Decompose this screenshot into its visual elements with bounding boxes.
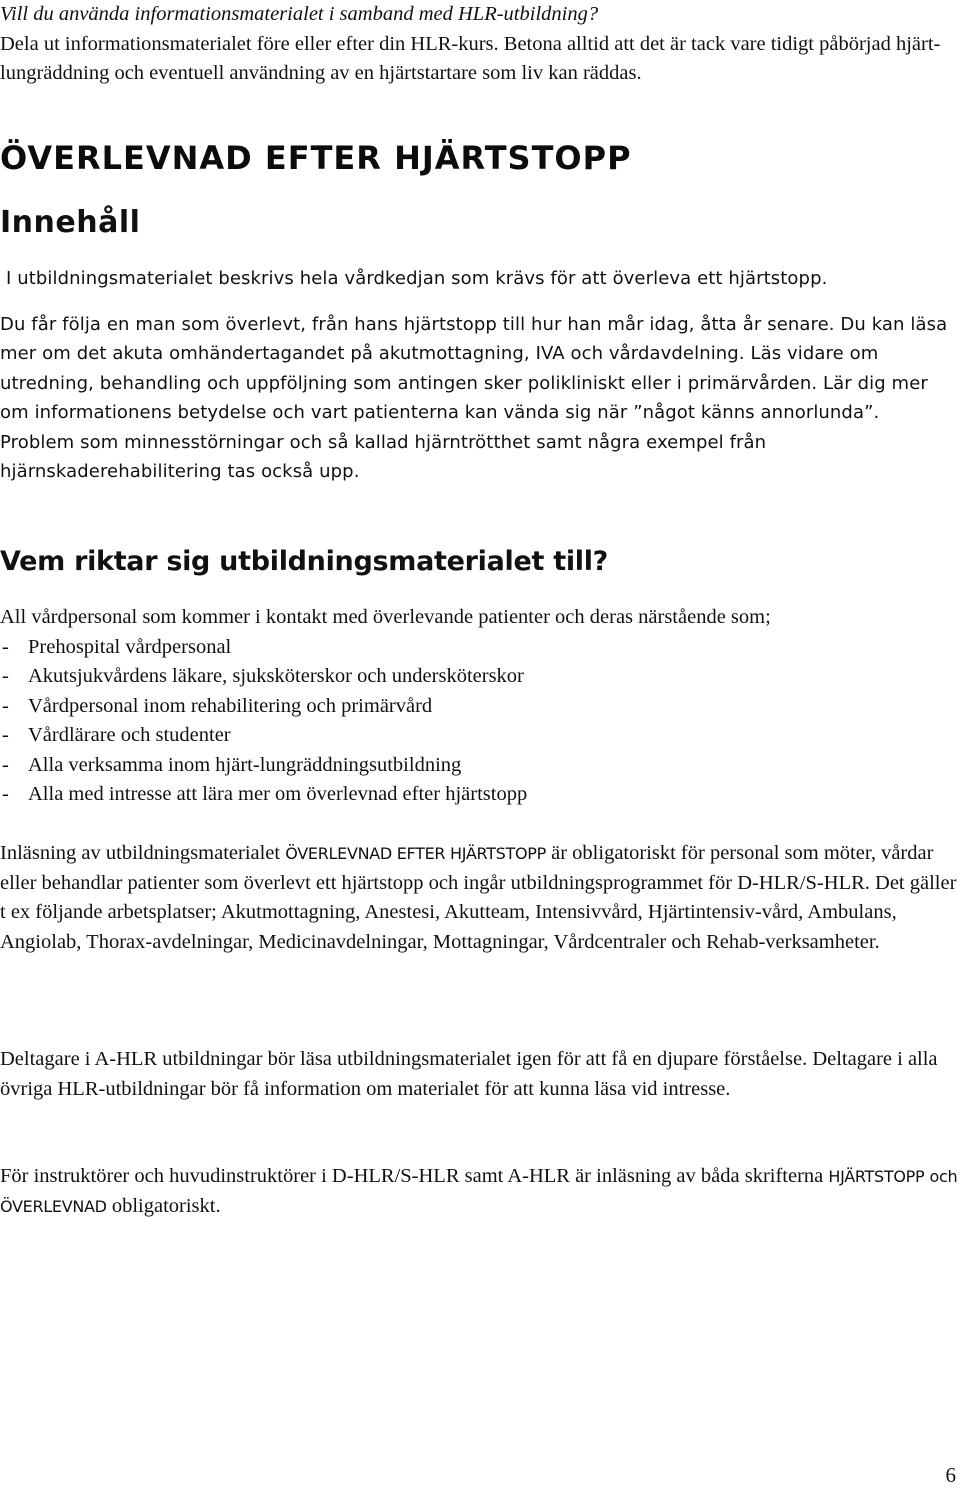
audience-section	[0, 603, 958, 810]
contents-paragraph-1: I utbildningsmaterialet beskrivs hela vårdkedjan som krävs för att överleva ett hjärtstopp.	[6, 268, 828, 289]
contents-body	[0, 264, 958, 487]
list-item: - Prehospital vårdpersonal	[0, 633, 958, 663]
list-item: - Vårdpersonal inom rehabilitering och primärvård	[0, 692, 958, 722]
page-number: 6	[945, 1463, 956, 1487]
main-title-text: ÖVERLEVNAD EFTER HJÄRTSTOPP	[0, 139, 632, 177]
list-item: - Akutsjukvårdens läkare, sjuksköterskor och undersköterskor	[0, 662, 958, 692]
audience-heading	[0, 542, 958, 582]
list-item: - Alla med intresse att lära mer om överlevnad efter hjärtstopp	[0, 780, 958, 810]
instructors-and: och	[929, 1167, 958, 1186]
list-item: - Alla verksamma inom hjärt-lungräddningsutbildning	[0, 751, 958, 781]
main-title	[0, 138, 958, 178]
reading-after: är obligatoriskt för personal som möter, vårdar eller behandlar patienter som överlevt ett hjärtstopp och ingår utbildningsprogrammet för D-HLR/S-HLR. Det gäller t ex följande arbetsplatser; Akutmottagning, Anestesi, Akutteam, Intensivvård, Hjärtintensiv-vård, Ambulans, Angiolab, Thorax-avdelningar, Medicinavdelningar, Mottagningar, Vårdcentraler och Rehab-verksamheter.	[0, 842, 957, 953]
instructors-section	[0, 1162, 958, 1221]
audience-heading-text: Vem riktar sig utbildningsmaterialet till?	[0, 546, 609, 577]
instructors-after: obligatoriskt.	[111, 1194, 221, 1217]
contents-heading	[0, 203, 958, 243]
reading-before: Inläsning av utbildningsmaterialet	[0, 842, 281, 864]
reading-section	[0, 839, 958, 957]
participants-section	[0, 1045, 958, 1104]
audience-list	[0, 633, 958, 810]
instructors-title-1: HJÄRTSTOPP	[828, 1167, 925, 1186]
intro-text: Dela ut informationsmaterialet före eller efter din HLR-kurs. Betona alltid att det är tack vare tidigt påbörjad hjärt-lungräddning och eventuell användning av en hjärtstartare som liv kan räddas.	[0, 32, 941, 84]
instructors-title-2: ÖVERLEVNAD	[0, 1196, 107, 1216]
participants-paragraph: Deltagare i A-HLR utbildningar bör läsa utbildningsmaterialet igen för att få en djupare förståelse. Deltagare i alla övriga HLR-utbildningar bör få information om materialet för att kunna läsa vid intresse.	[0, 1048, 938, 1100]
contents-paragraph-2: Du får följa en man som överlevt, från hans hjärtstopp till hur han mår idag, åtta år senare. Du kan läsa mer om det akuta omhändertagandet på akutmottagning, IVA och vårdavdelning. Läs vidare om utredning, behandling och uppföljning som antingen sker polikliniskt eller i primärvården. Lär dig mer om informationens betydelse och vart patienterna kan vända sig när ”något känns annorlunda”. Problem som minnesstörningar och så kallad hjärntrötthet samt några exempel från hjärnskaderehabilitering tas också upp.	[0, 313, 948, 482]
intro-question: Vill du använda informationsmaterialet i samband med HLR-utbildning?	[0, 3, 599, 25]
intro-section	[0, 0, 958, 89]
reading-paragraph	[0, 839, 958, 957]
instructors-before: För instruktörer och huvudinstruktörer i D-HLR/S-HLR samt A-HLR är inläsning av båda skrifterna	[0, 1165, 824, 1187]
contents-heading-text: Innehåll	[0, 205, 141, 240]
audience-intro: All vårdpersonal som kommer i kontakt med överlevande patienter och deras närstående som;	[0, 606, 771, 628]
instructors-paragraph	[0, 1162, 958, 1221]
reading-title: ÖVERLEVNAD EFTER HJÄRTSTOPP	[285, 844, 546, 863]
list-item: - Vårdlärare och studenter	[0, 721, 958, 751]
